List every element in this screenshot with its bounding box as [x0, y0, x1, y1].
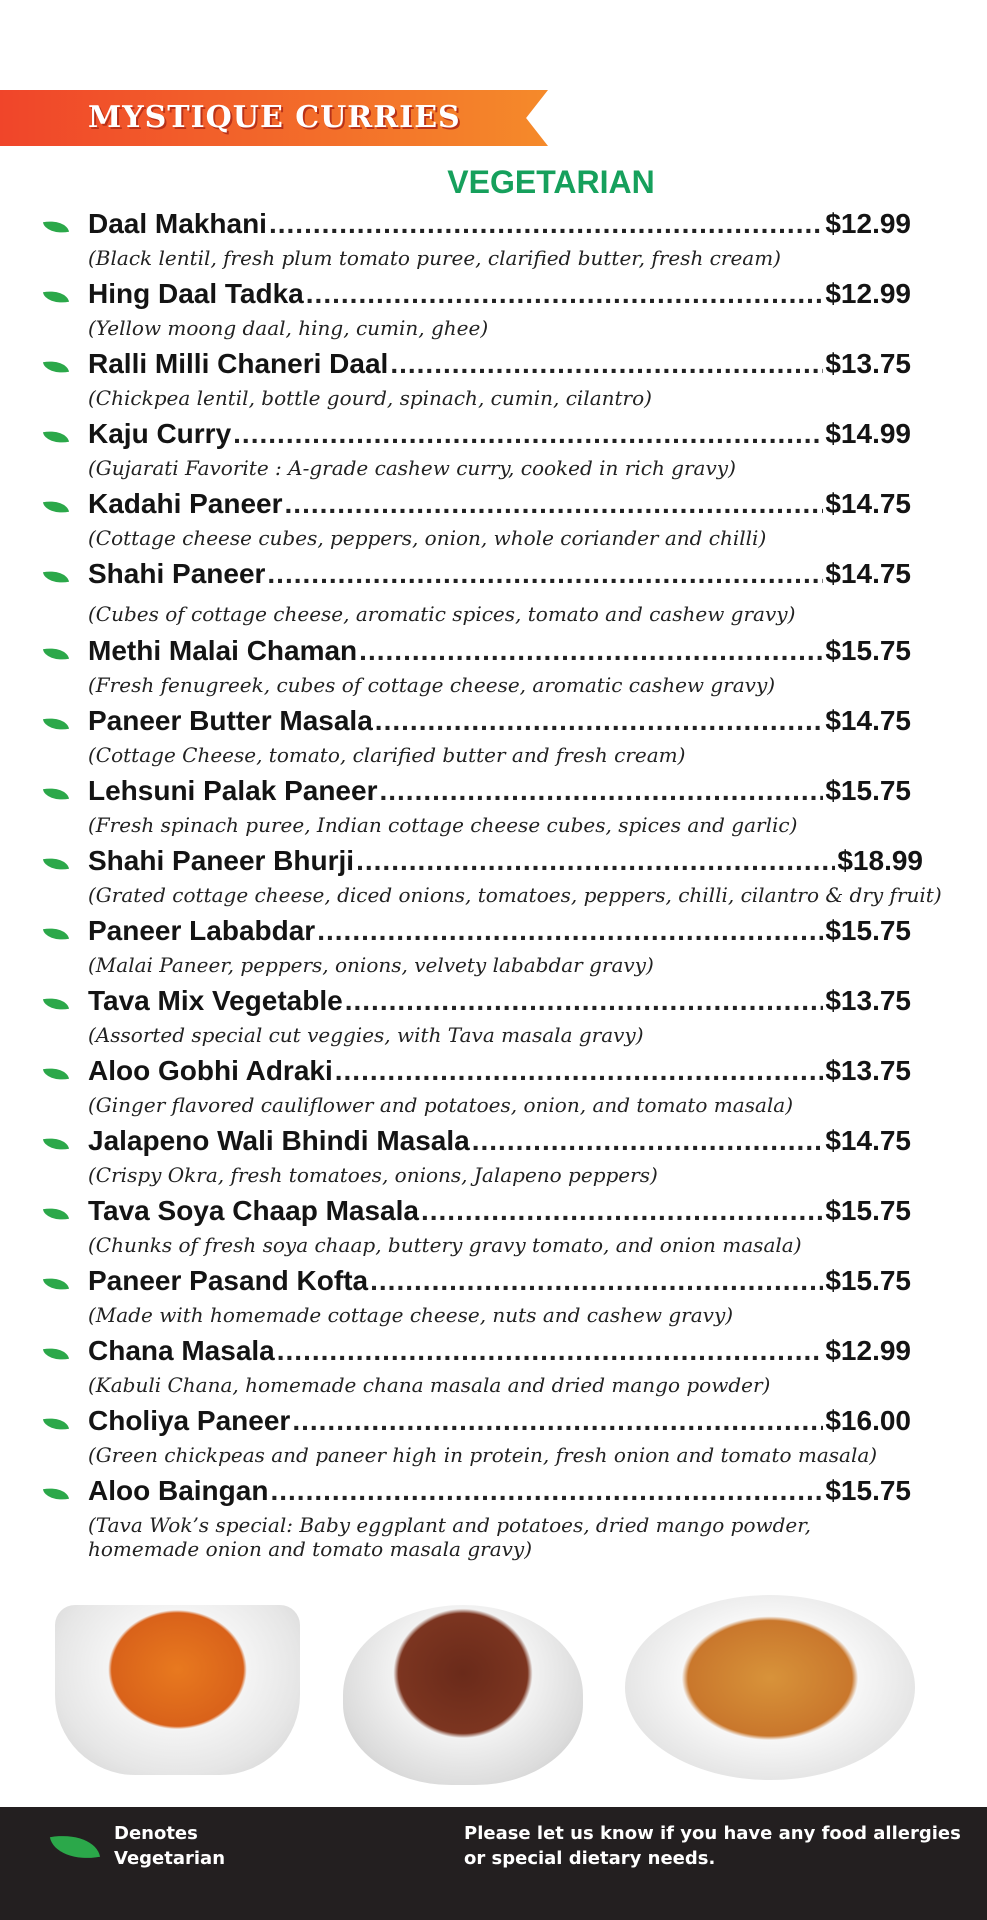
item-description: (Chickpea lentil, bottle gourd, spinach, cumin, cilantro) — [88, 386, 652, 410]
item-price: $15.75 — [825, 635, 911, 666]
leaf-icon — [43, 1275, 69, 1293]
item-price: $14.75 — [825, 488, 911, 519]
item-description: (Crispy Okra, fresh tomatoes, onions, Jalapeno peppers) — [88, 1163, 658, 1187]
leaf-icon — [43, 358, 69, 376]
leaf-icon — [43, 785, 69, 803]
leaf-icon — [43, 1205, 69, 1223]
vegetarian-legend: Denotes Vegetarian — [114, 1823, 226, 1869]
item-description: (Malai Paneer, peppers, onions, velvety lababdar gravy) — [88, 953, 654, 977]
item-price: $16.00 — [825, 1405, 911, 1436]
daal-makhani-photo — [343, 1605, 583, 1785]
leaf-icon — [43, 855, 69, 873]
item-description: (Ginger flavored cauliflower and potatoes, onion, and tomato masala) — [88, 1093, 794, 1117]
item-price: $12.99 — [825, 208, 911, 239]
item-name: Kadahi Paneer — [88, 488, 283, 519]
item-name: Tava Soya Chaap Masala — [88, 1195, 419, 1226]
item-name: Hing Daal Tadka — [88, 278, 304, 309]
chana-masala-photo — [625, 1595, 915, 1780]
leaf-icon — [43, 498, 69, 516]
item-name: Paneer Lababdar — [88, 915, 316, 946]
item-name: Methi Malai Chaman — [88, 635, 358, 666]
item-description: (Made with homemade cottage cheese, nuts and cashew gravy) — [88, 1303, 734, 1327]
leaf-icon — [43, 995, 69, 1013]
leaf-icon — [43, 288, 69, 306]
section-title: VEGETARIAN — [447, 164, 655, 200]
item-price: $12.99 — [825, 1335, 911, 1366]
leaf-icon — [43, 1345, 69, 1363]
leaf-icon — [43, 1135, 69, 1153]
item-description: (Assorted special cut veggies, with Tava masala gravy) — [88, 1023, 644, 1047]
item-description: (Yellow moong daal, hing, cumin, ghee) — [88, 316, 489, 340]
item-description: (Tava Wok’s special: Baby eggplant and potatoes, dried mango powder, homemade onion and tomato masala gravy) — [88, 1513, 811, 1561]
item-name: Daal Makhani — [88, 208, 267, 239]
item-description: (Black lentil, fresh plum tomato puree, clarified butter, fresh cream) — [88, 246, 781, 270]
item-name: Chana Masala — [88, 1335, 275, 1366]
leaf-icon — [43, 568, 69, 586]
item-price: $15.75 — [825, 775, 911, 806]
item-price: $18.99 — [837, 845, 923, 876]
item-price: $15.75 — [825, 1195, 911, 1226]
item-description: (Cottage Cheese, tomato, clarified butter and fresh cream) — [88, 743, 686, 767]
item-name: Paneer Pasand Kofta — [88, 1265, 369, 1296]
leaf-icon — [50, 1829, 100, 1865]
item-price: $13.75 — [825, 985, 911, 1016]
leaf-icon — [43, 1065, 69, 1083]
item-price: $15.75 — [825, 915, 911, 946]
leaf-icon — [43, 1415, 69, 1433]
item-name: Lehsuni Palak Paneer — [88, 775, 378, 806]
item-name: Aloo Baingan — [88, 1475, 269, 1506]
item-name: Aloo Gobhi Adraki — [88, 1055, 333, 1086]
item-description: (Fresh fenugreek, cubes of cottage cheese, aromatic cashew gravy) — [88, 673, 776, 697]
item-price: $14.75 — [825, 1125, 911, 1156]
item-price: $13.75 — [825, 348, 911, 379]
item-name: Kaju Curry — [88, 418, 232, 449]
item-name: Jalapeno Wali Bhindi Masala — [88, 1125, 470, 1156]
leaf-icon — [43, 645, 69, 663]
item-description: (Fresh spinach puree, Indian cottage cheese cubes, spices and garlic) — [88, 813, 798, 837]
leaf-icon — [43, 925, 69, 943]
item-description: (Green chickpeas and paneer high in protein, fresh onion and tomato masala) — [88, 1443, 878, 1467]
item-name: Shahi Paneer — [88, 558, 266, 589]
paneer-curry-photo — [55, 1605, 300, 1775]
item-name: Paneer Butter Masala — [88, 705, 373, 736]
dish-photos — [0, 1585, 987, 1785]
item-description: (Chunks of fresh soya chaap, buttery gravy tomato, and onion masala) — [88, 1233, 802, 1257]
item-price: $13.75 — [825, 1055, 911, 1086]
item-description: (Gujarati Favorite : A-grade cashew curry, cooked in rich gravy) — [88, 456, 736, 480]
item-description: (Cubes of cottage cheese, aromatic spices, tomato and cashew gravy) — [88, 602, 796, 626]
leaf-icon — [43, 428, 69, 446]
item-name: Shahi Paneer Bhurji — [88, 845, 355, 876]
banner-title: MYSTIQUE CURRIES — [88, 100, 461, 135]
item-description: (Cottage cheese cubes, peppers, onion, whole coriander and chilli) — [88, 526, 767, 550]
item-name: Ralli Milli Chaneri Daal — [88, 348, 389, 379]
item-description: (Kabuli Chana, homemade chana masala and dried mango powder) — [88, 1373, 771, 1397]
item-price: $14.75 — [825, 558, 911, 589]
footer — [0, 1807, 987, 1920]
allergy-notice: Please let us know if you have any food allergies or special dietary needs. — [464, 1823, 961, 1869]
item-price: $15.75 — [825, 1475, 911, 1506]
item-name: Choliya Paneer — [88, 1405, 291, 1436]
item-price: $14.75 — [825, 705, 911, 736]
item-name: Tava Mix Vegetable — [88, 985, 343, 1016]
leaf-icon — [43, 1485, 69, 1503]
leaf-icon — [43, 218, 69, 236]
item-price: $15.75 — [825, 1265, 911, 1296]
item-price: $14.99 — [825, 418, 911, 449]
item-price: $12.99 — [825, 278, 911, 309]
leaf-icon — [43, 715, 69, 733]
item-description: (Grated cottage cheese, diced onions, tomatoes, peppers, chilli, cilantro & dry fruit) — [88, 883, 942, 907]
